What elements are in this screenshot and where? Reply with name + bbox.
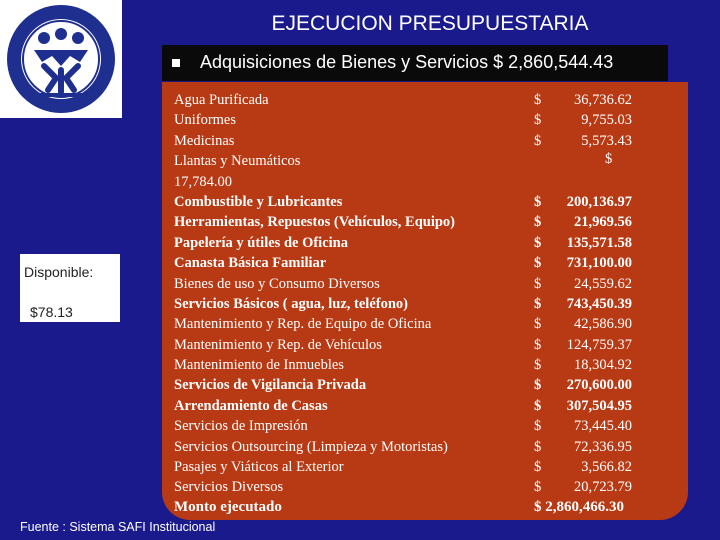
expense-item-label: Mantenimiento y Rep. de Equipo de Oficina	[174, 316, 432, 333]
expense-item-label: Medicinas	[174, 132, 235, 149]
expense-item-label: Papelería y útiles de Oficina	[174, 234, 348, 251]
total-amount: $ 2,860,466.30	[534, 499, 624, 515]
currency-symbol: $	[534, 377, 542, 394]
amount-value: 200,136.97	[566, 193, 632, 210]
currency-symbol: $	[534, 397, 542, 414]
expense-item-label: Servicios Diversos	[174, 479, 284, 496]
bullet-icon	[172, 59, 180, 67]
amount-value: 73,445.40	[574, 418, 632, 435]
expense-items	[174, 90, 534, 498]
expense-item-amount	[534, 335, 642, 355]
expense-item-amount	[534, 131, 642, 151]
currency-symbol: $	[534, 438, 542, 455]
currency-symbol: $	[534, 214, 542, 231]
expense-item-amount	[534, 416, 642, 436]
expense-item-label: Combustible y Lubricantes	[174, 193, 343, 210]
amount-value: 3,566.82	[581, 459, 632, 476]
subtitle-bar	[162, 45, 668, 81]
expense-item-amount	[534, 477, 642, 497]
institution-logo	[0, 0, 122, 118]
available-box	[20, 254, 120, 322]
expense-item-amount	[534, 233, 642, 253]
currency-symbol: $	[534, 132, 542, 149]
expense-item-amount	[534, 110, 642, 130]
amount-value: 743,450.39	[566, 295, 632, 312]
expense-item-amount	[534, 375, 642, 395]
currency-symbol: $	[534, 295, 542, 312]
currency-symbol: $	[534, 112, 542, 129]
expense-item-label: Canasta Básica Familiar	[174, 255, 327, 272]
available-value: $78.13	[30, 304, 73, 320]
expense-item-amount	[534, 457, 642, 477]
expense-item-label: Servicios Outsourcing (Limpieza y Motoristas)	[174, 438, 448, 455]
expense-item-label: Arrendamiento de Casas	[174, 397, 328, 414]
expense-item-label: Pasajes y Viáticos al Exterior	[174, 459, 344, 476]
expense-item-label: Bienes de uso y Consumo Diversos	[174, 275, 380, 292]
amount-value: 24,559.62	[574, 275, 632, 292]
amount-value: 5,573.43	[581, 132, 632, 149]
expense-item-amount	[534, 253, 642, 273]
expense-amounts	[534, 90, 642, 498]
currency-symbol: $	[534, 336, 542, 353]
amount-value: 9,755.03	[581, 112, 632, 129]
expense-item-label: Servicios Básicos ( agua, luz, teléfono)	[174, 295, 408, 312]
expense-item-label: 17,784.00	[174, 173, 232, 190]
page-title: EJECUCION PRESUPUESTARIA	[271, 12, 589, 35]
expense-item-label: Uniformes	[174, 112, 237, 129]
currency-symbol: $	[534, 479, 542, 496]
logo-seal-icon	[0, 0, 122, 118]
available-label: Disponible:	[24, 264, 94, 280]
amount-value: 20,723.79	[574, 479, 632, 496]
expense-item-amount	[534, 294, 642, 314]
amount-value: 36,736.62	[574, 92, 632, 108]
total-label: Monto ejecutado	[174, 499, 282, 515]
amount-value: 124,759.37	[566, 336, 632, 353]
currency-symbol: $	[534, 459, 542, 476]
expense-item-label: Agua Purificada	[174, 92, 269, 108]
expense-item-label: Herramientas, Repuestos (Vehículos, Equipo)	[174, 214, 456, 231]
currency-symbol: $	[534, 418, 542, 435]
expense-item-amount	[534, 314, 642, 334]
currency-symbol: $	[534, 357, 542, 374]
amount-value: 270,600.00	[566, 377, 632, 394]
expense-item-label: Mantenimiento y Rep. de Vehículos	[174, 336, 382, 353]
currency-symbol: $	[534, 193, 542, 210]
source-note: Fuente : Sistema SAFI Institucional	[20, 520, 216, 534]
expense-item-amount	[534, 355, 642, 375]
expense-item-amount	[534, 274, 642, 294]
expense-item-amount	[534, 212, 642, 232]
expense-item-amount	[534, 151, 642, 171]
amount-value: 42,586.90	[574, 316, 632, 333]
currency-symbol: $	[534, 255, 542, 272]
amount-value: 135,571.58	[566, 234, 632, 251]
expense-item-amount	[534, 437, 642, 457]
expense-item-amount	[534, 192, 642, 212]
expense-item-label: Servicios de Impresión	[174, 418, 308, 435]
amount-value: 731,100.00	[566, 255, 632, 272]
llantas-dollar: $	[605, 151, 613, 167]
expense-item-amount	[534, 172, 642, 192]
amount-value: 307,504.95	[566, 397, 632, 414]
currency-symbol: $	[534, 275, 542, 292]
currency-symbol: $	[534, 92, 542, 108]
currency-symbol: $	[534, 234, 542, 251]
amount-value: 21,969.56	[574, 214, 632, 231]
expense-item-label: Llantas y Neumáticos	[174, 153, 301, 170]
expense-item-label: Mantenimiento de Inmuebles	[174, 357, 344, 374]
amount-value: 72,336.95	[574, 438, 632, 455]
amount-value: 18,304.92	[574, 357, 632, 374]
subtitle: Adquisiciones de Bienes y Servicios $ 2,860,544.43	[200, 52, 614, 72]
expense-item-amount	[534, 396, 642, 416]
currency-symbol: $	[534, 316, 542, 333]
expense-item-label: Servicios de Vigilancia Privada	[174, 377, 367, 394]
expense-item-amount	[534, 90, 642, 110]
